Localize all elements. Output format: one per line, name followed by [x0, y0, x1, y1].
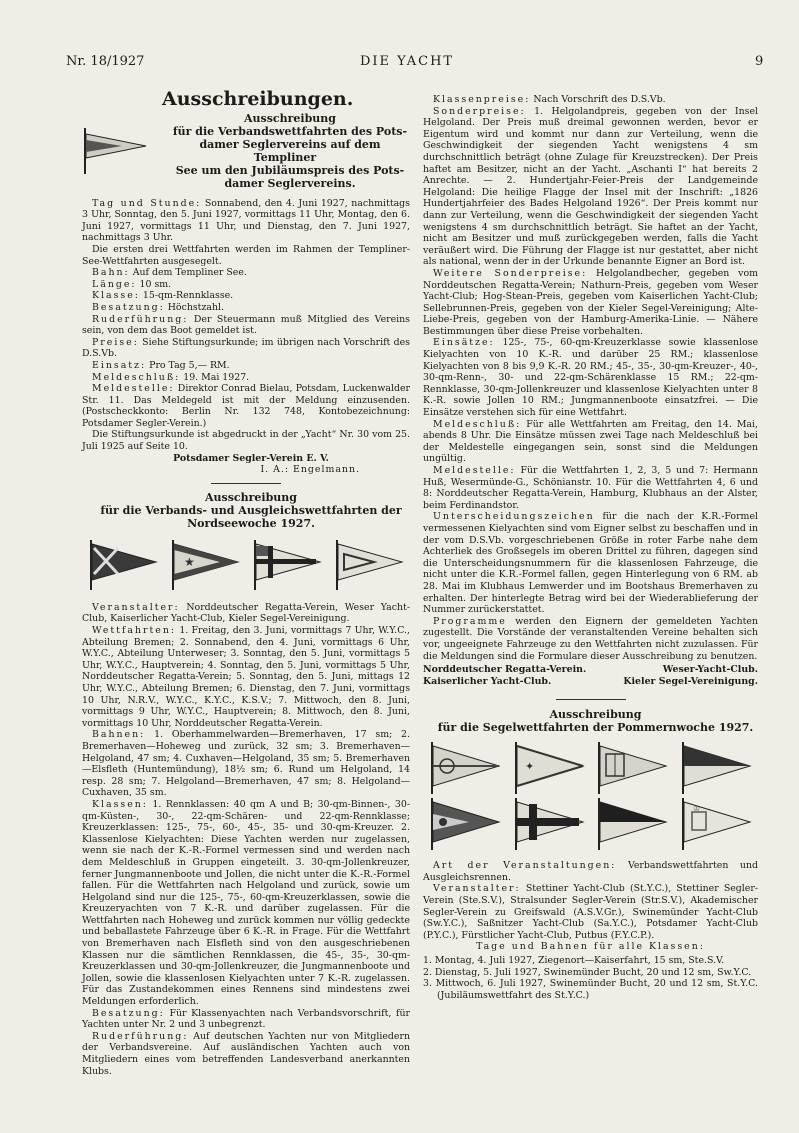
paragraph: Ruderführung: Auf deutschen Yachten nur von Mitgliedern der Verbandsvereine. Auf ausländischen Yachten auch von Mitgliedern eines vom betreffenden Landesverband anerkannten Klubs.	[82, 1030, 410, 1077]
paragraph: Unterscheidungszeichen für die nach der K.R.-Formel vermessenen Kielyachten sind vom Eigner selbst zu beschaffen und in der vom D.S.Vb. vorgeschriebenen Größe in roter Farbe nahe dem Achterliek des Großsegels im oberen Drittel zu führen, dagegen sind die Unterscheidungsnummern für die klassenlosen Fahrzeuge, die nicht unter die K.R.-Formel fallen, gegen Hinterlegung von 6 RM. ab 28. Mai im Klubhaus Lemwerder und im Bootshaus Bremerhaven zu erhalten. Der hinterlegte Betrag wird bei der Wiederablieferung der Nummer zurückerstattet.	[423, 511, 758, 616]
list-item: 2. Dienstag, 5. Juli 1927, Swinemünder Bucht, 20 und 12 sm, Sw.Y.C.	[423, 966, 752, 978]
paragraph: Art der Veranstaltungen: Verbandswettfahrten und Ausgleichsrennen.	[423, 860, 758, 883]
signature-club: Kieler Segel-Vereinigung.	[623, 675, 758, 687]
asvgr-pennant-icon	[680, 742, 752, 794]
paragraph: Klasse: 15-qm-Rennklasse.	[92, 290, 234, 302]
paragraph: Sonderpreise: 1. Helgolandpreis, gegeben von der Insel Helgoland. Der Preis muß dreimal gewonnen werden, bevor er Eigentum wird und kommt nur dann zur Verteilung, wenn die Geschwindigkeit der siegenden Yacht wenigstens 4 sm durchschnittlich beträgt (ohne Zulage für Kreuzstrecken). Der Preis haftet am Besitzer, nicht an der Yacht. „Aschanti I“ hat bereits 2 Anrechte. — 2. Hundertjahr-Feier-Preis der Landgemeinde Helgoland: Die heilige Flagge der Insel mit der Inschrift: „1826 Hundertjahrfeier des Bades Helgoland 1926“. Der Preis kommt nur dann zur Verteilung, wenn die Geschwindigkeit der siegenden Yacht wenigstens 4 sm durchschnittlich beträgt. Sie haftet an der Yacht, nicht am Besitzer und muß zurückgegeben werden, falls die Yacht veräußert wird. Die Führung der Flagge ist nur gestattet, aber nicht als national, wenn der in der Urkunde benannte Eigner an Bord ist.	[423, 105, 758, 268]
fycp-pennant-icon	[680, 798, 752, 850]
styc-pennant-icon	[429, 742, 501, 794]
section1-title-line: See um den Jubiläumspreis des Pots-	[175, 163, 405, 177]
svg-text:✦: ✦	[524, 760, 534, 774]
signature-club: Potsdamer Segler-Verein E. V.	[173, 452, 329, 464]
kyc-pennant-icon	[252, 540, 322, 590]
nordsee-pennants	[82, 540, 410, 590]
pyc-pennant-icon	[596, 798, 668, 850]
paragraph: Bahnen: 1. Oberhammelwarden—Bremerhaven, 17 sm; 2. Bremerhaven—Hoheweg und zurück, 32 sm; 3. Bremerhaven—Helgoland, 47 sm; 4. Cuxhaven—Helgoland, 35 sm; 5. Bremerhaven—Elsfleth (Huntemündung), 18½ sm; 6. Rund um Helgoland, 14 resp. 28 sm; 7. Helgoland—Bremerhaven, 47 sm; 8. Helgoland—Cuxhaven, 35 sm.	[82, 729, 410, 799]
section3-title-line: für die Segelwettfahrten der Pommernwoche 1927.	[437, 721, 754, 735]
signature-club: Kaiserlicher Yacht-Club.	[423, 675, 552, 687]
right-column	[423, 94, 758, 1001]
section2-signatures	[423, 664, 758, 687]
days-list	[423, 955, 758, 1001]
days-heading: Tage und Bahnen für alle Klassen:	[476, 941, 705, 953]
potsdam-pennant-icon	[82, 128, 148, 174]
paragraph: Veranstalter: Stettiner Yacht-Club (St.Y.C.), Stettiner Segler-Verein (Ste.S.V.), Stralsunder Segler-Verein (Str.S.V.), Akademischer Segler-Verein zu Greifswald (A.S.V.Gr.), Swinemünder Yacht-Club (Sw.Y.C.), Saßnitzer Yacht-Club (Sa.Y.C.), Potsdamer Yacht-Club (P.Y.C.), Fürstlicher Yacht-Club, Putbus (F.Y.C.P.).	[423, 883, 758, 941]
paragraph: Meldeschluß: Für alle Wettfahrten am Freitag, den 14. Mai, abends 8 Uhr. Die Einsätze müssen zwei Tage nach Meldeschluß bei der Meldestelle eingegangen sein, sonst sind die Meldungen ungültig.	[423, 418, 758, 465]
divider	[211, 483, 281, 484]
ksv-pennant-icon	[334, 540, 404, 590]
list-item: 3. Mittwoch, 6. Juli 1927, Swinemünder Bucht, 20 und 12 sm, St.Y.C. (Jubiläumswettfahrt des St.Y.C.)	[423, 978, 758, 1001]
paragraph: Programme werden den Eignern der gemeldeten Yachten zugestellt. Die Vorstände der veranstaltenden Vereine behalten sich vor, ungeeignete Fahrzeuge zu den Wettfahrten nicht zuzulassen. Für die Meldungen sind die Formulare dieser Ausschreibung zu benutzen.	[423, 615, 758, 662]
signature-club: Norddeutscher Regatta-Verein.	[423, 664, 587, 676]
paragraph: Einsätze: 125-, 75-, 60-qm-Kreuzerklasse sowie klassenlose Kielyachten von 10 K.-R. und darüber 25 RM.; klassenlose Kielyachten von 8 bis 9,9 K.-R. 20 RM.; 45-, 35-, 30-qm-Kreuzer-, 40-, 30-qm-Renn-, 30- und 22-qm-Schärenklasse 15 RM.; 22-qm-Rennklasse, 30-qm-Jollenkreuzer und klassenlose Kielyachten unter 8 K.-R. sowie Jollen 10 RM.; Jungmannenboote einsatzfrei. — Die Einsätze verstehen sich für eine Wettfahrt.	[423, 337, 758, 419]
divider	[556, 699, 626, 700]
section1-title-line: für die Verbandswettfahrten des Pots-	[172, 124, 408, 138]
list-item: 1. Montag, 4. Juli 1927, Ziegenort—Kaiserfahrt, 15 sm, Ste.S.V.	[423, 955, 725, 967]
section3-title-line: Ausschreibung	[549, 708, 642, 722]
strsv-pennant-icon	[596, 742, 668, 794]
signature-person: I. A.: Engelmann.	[260, 464, 360, 476]
left-column	[82, 88, 410, 1077]
paragraph: Die ersten drei Wettfahrten werden im Rahmen der Templiner-See-Wettfahrten ausgesegelt.	[82, 243, 410, 267]
paragraph: Die Stiftungsurkunde ist abgedruckt in der „Yacht“ Nr. 30 vom 25. Juli 1925 auf Seite 10.	[82, 429, 410, 453]
svg-text:★: ★	[184, 554, 195, 569]
page-header-magazine: DIE YACHT	[360, 54, 455, 69]
svg-text:♔: ♔	[693, 804, 701, 814]
section2-title-line: Nordseewoche 1927.	[187, 516, 315, 530]
page-header-issue: Nr. 18/1927	[66, 54, 145, 69]
paragraph: Meldestelle: Für die Wettfahrten 1, 2, 3, 5 und 7: Hermann Huß, Wesermünde-G., Schönianstr. 10. Für die Wettfahrten 4, 6 und 8: Norddeutscher Regatta-Verein, Hamburg, Klubhaus an der Alster, beim Ferdinandstor.	[423, 465, 758, 511]
paragraph: Meldestelle: Direktor Conrad Bielau, Potsdam, Luckenwalder Str. 11. Das Meldegeld ist mit der Meldung einzusenden. (Postscheckkonto: Berlin Nr. 132 748, Kontobezeichnung: Potsdamer Segler-Verein.)	[82, 383, 410, 429]
main-title: Ausschreibungen.	[162, 88, 354, 110]
paragraph: Besatzung: Höchstzahl.	[92, 301, 224, 313]
section1-title-line: Ausschreibung	[244, 111, 336, 125]
pommern-pennants-row2	[423, 798, 758, 850]
pommern-pennants-row1	[423, 742, 758, 794]
swyc-pennant-icon	[429, 798, 501, 850]
paragraph: Klassen: 1. Rennklassen: 40 qm A und B; 30-qm-Binnen-, 30-qm-Küsten-, 30-, 22-qm-Schären- und 22-qm-Rennklasse; Kreuzerklassen: 125-, 75-, 60-, 45-, 35- und 30-qm-Kreuzer. 2. Klassenlose Kielyachten: Diese Yachten werden nur zugelassen, wenn sie nach der K.-R.-Formel vermessen sind und werden nach dem Meldeschluß in Gruppen eingeteilt. 3. 30-qm-Jollenkreuzer, ferner Jungmannenboote und Jollen, die nicht unter die K.-R.-Formel fallen. Für die Wettfahrten nach Helgoland und zurück, sowie um Helgoland sind nur die 125-, 75-, 60-qm-Kreuzerklassen, sowie die Kreuzeryachten von 7 K.-R. und darüber zugelassen. Für die Wettfahrten nach Hoheweg und zurück kommen nur völlig gedeckte und beballastete Fahrzeuge über 6 K.-R. in Frage. Für die Wettfahrt von Bremerhaven nach Elsfleth sind von den ausgeschriebenen Klassen nur die sämtlichen Rennklassen, die 45-, 35-, 30-qm-Kreuzerklassen und 30-qm-Jollenkreuzer, die Jungmannenboote und Jollen, sowie die klassenlosen Kielyachten unter 7 K.-R. zugelassen. Für das Zustandekommen eines Rennens sind mindestens zwei Meldungen erforderlich.	[82, 798, 410, 1008]
paragraph: Veranstalter: Norddeutscher Regatta-Verein, Weser Yacht-Club, Kaiserlicher Yacht-Club, Kieler Segel-Vereinigung.	[82, 601, 410, 625]
paragraph: Länge: 10 sm.	[92, 278, 172, 290]
wyc-pennant-icon	[170, 540, 240, 590]
paragraph: Preise: Siehe Stiftungsurkunde; im übrigen nach Vorschrift des D.S.Vb.	[82, 336, 410, 360]
section1-title-block	[82, 112, 410, 190]
signature-club: Weser-Yacht-Club.	[662, 664, 758, 676]
sayc-pennant-icon	[513, 798, 585, 850]
paragraph: Weitere Sonderpreise: Helgolandbecher, gegeben vom Norddeutschen Regatta-Verein; Nathurn-Preis, gegeben vom Weser Yacht-Club; Hog-Stean-Preis, gegeben vom Kaiserlichen Yacht-Club; Sellebrunnen-Preis, gegeben von der Kieler Segel-Vereinigung; Alte-Liebe-Preis, gegeben von der Hamburg-Amerika-Linie. — Nähere Bestimmungen über diese Preise vorbehalten.	[423, 267, 758, 337]
paragraph: Tag und Stunde: Sonnabend, den 4. Juni 1927, nachmittags 3 Uhr, Sonntag, den 5. Juni 1927, vormittags 11 Uhr, Montag, den 6. Juni 1927, vormittags 11 Uhr, und Dienstag, den 7. Juni 1927, nachmittags 3 Uhr.	[82, 197, 410, 244]
paragraph: Besatzung: Für Klassenyachten nach Verbandsvorschrift, für Yachten unter Nr. 2 und 3 unbegrenzt.	[82, 1007, 410, 1031]
paragraph: Einsatz: Pro Tag 5,— RM.	[92, 359, 230, 371]
section2-title-line: für die Verbands- und Ausgleichswettfahrten der	[100, 503, 402, 517]
page-number: 9	[755, 54, 764, 69]
paragraph: Wettfahrten: 1. Freitag, den 3. Juni, vormittags 7 Uhr, W.Y.C., Abteilung Bremen; 2. Sonnabend, den 4. Juni, vormittags 6 Uhr, W.Y.C., Abteilung Unterweser; 3. Sonntag, den 5. Juni, vormittags 5 Uhr, W.Y.C., Hauptverein; 4. Sonntag, den 5. Juni, vormittags 5 Uhr, Norddeutscher Regatta-Verein; 5. Sonntag, den 5. Juni, mittags 12 Uhr, W.Y.C., Abteilung Bremen; 6. Dienstag, den 7. Juni, vormittags 10 Uhr, N.R.V., W.Y.C., K.Y.C., K.S.V.; 7. Mittwoch, den 8. Juni, vormittags 9 Uhr, W.Y.C., Hauptverein; 8. Mittwoch, den 8. Juni, vormittags 10 Uhr, Norddeutscher Regatta-Verein.	[82, 625, 410, 729]
section1-title-line: damer Seglervereins auf dem Templiner	[199, 137, 381, 164]
section1-title-line: damer Seglervereins.	[224, 176, 356, 190]
stesv-pennant-icon	[513, 742, 585, 794]
paragraph: Bahn: Auf dem Templiner See.	[92, 267, 247, 279]
nrv-pennant-icon	[88, 540, 158, 590]
paragraph: Klassenpreise: Nach Vorschrift des D.S.Vb.	[433, 94, 666, 105]
paragraph: Meldeschluß: 19. Mai 1927.	[92, 371, 250, 383]
section2-title-line: Ausschreibung	[205, 490, 297, 504]
paragraph: Ruderführung: Der Steuermann muß Mitglied des Vereins sein, von dem das Boot gemeldet ist.	[82, 313, 410, 337]
